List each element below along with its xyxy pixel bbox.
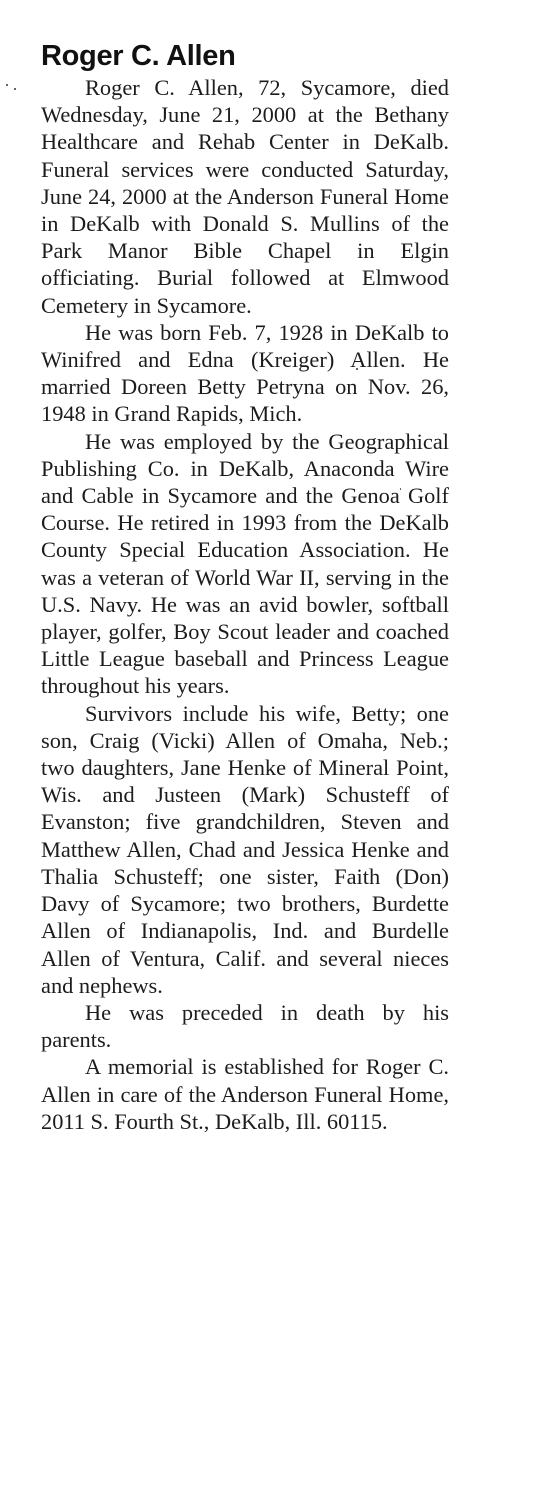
print-speck bbox=[6, 84, 8, 86]
obituary-headline: Roger C. Allen bbox=[41, 40, 236, 72]
obituary-paragraph: He was born Feb. 7, 1928 in DeKalb to Winifred and Edna (Kreiger) Allen. He married Doreen Betty Petryna on Nov. 26, 1948 in Grand Rapids, Mich. bbox=[41, 319, 449, 427]
obituary-paragraph: A memorial is established for Roger C. Allen in care of the Anderson Funeral Home, 2011 S. Fourth St., DeKalb, Ill. 60115. bbox=[41, 1054, 449, 1134]
obituary-column bbox=[41, 38, 449, 1135]
print-speck bbox=[14, 88, 16, 90]
obituary-paragraph: He was preceded in death by his parents. bbox=[41, 999, 449, 1053]
obituary-paragraph: He was employed by the Geographical Publishing Co. in DeKalb, Anaconda Wire and Cable in Sycamore and the Genoa Golf Course. He retired in 1993 from the DeKalb County Special Education Association. He was a veteran of World War II, serving in the U.S. Navy. He was an avid bowler, softball player, golfer, Boy Scout leader and coached Little League baseball and Princess League throughout his years. bbox=[41, 428, 449, 699]
obituary-paragraph: Survivors include his wife, Betty; one son, Craig (Vicki) Allen of Omaha, Neb.; two daughters, Jane Henke of Mineral Point, Wis. and Justeen (Mark) Schusteff of Evanston; five grandchildren, Steven and Matthew Allen, Chad and Jessica Henke and Thalia Schusteff; one sister, Faith (Don) Davy of Sycamore; two brothers, Burdette Allen of Indianapolis, Ind. and Burdelle Allen of Ventura, Calif. and several nieces and nephews. bbox=[41, 700, 449, 998]
obituary-paragraph: Roger C. Allen, 72, Sycamore, died Wednesday, June 21, 2000 at the Bethany Healthcare and Rehab Center in DeKalb. Funeral services were conducted Saturday, June 24, 2000 at the Anderson Funeral Home in DeKalb with Donald S. Mullins of the Park Manor Bible Chapel in Elgin officiating. Burial followed at Elmwood Cemetery in Sycamore. bbox=[41, 75, 449, 318]
